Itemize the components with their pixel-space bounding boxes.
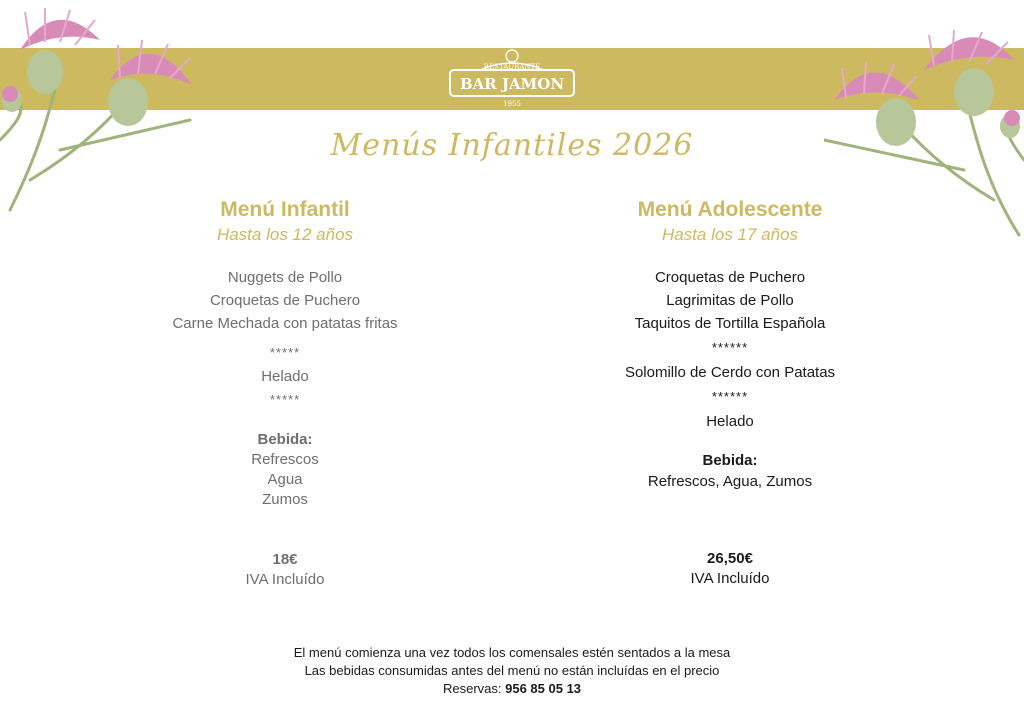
svg-text:1955: 1955 [503, 100, 521, 108]
menu-item: Taquitos de Tortilla Española [634, 315, 826, 332]
reservations-label: Reservas: [442, 681, 502, 696]
price: 26,50€ [707, 550, 753, 567]
separator: ****** [711, 389, 749, 404]
menu-infantil-title: Menú Infantil [220, 198, 350, 221]
menu-item: Croquetas de Puchero [654, 269, 806, 286]
separator: ***** [269, 392, 301, 407]
menu-adolescente-subtitle: Hasta los 17 años [661, 225, 799, 244]
footer [212, 644, 812, 698]
drinks-label: Bebida: [257, 431, 313, 448]
drinks-label: Bebida: [702, 452, 758, 469]
menu-item: Carne Mechada con patatas fritas [172, 315, 398, 332]
bar-jamon-logo [440, 46, 584, 110]
footer-line-2: Las bebidas consumidas antes del menú no están incluídas en el precio [304, 663, 720, 678]
dessert-item: Helado [261, 368, 309, 385]
footer-line-1: El menú comienza una vez todos los comensales estén sentados a la mesa [293, 645, 731, 660]
price-note: IVA Incluído [245, 571, 325, 588]
menu-adolescente-column [550, 196, 910, 589]
page-title: Menús Infantiles 2026 [330, 128, 694, 163]
reservations-phone[interactable]: 956 85 05 13 [505, 681, 582, 696]
dessert-item: Helado [706, 413, 754, 430]
price-note: IVA Incluído [690, 570, 770, 587]
price: 18€ [272, 551, 298, 568]
menu-item: Lagrimitas de Pollo [666, 292, 794, 309]
reservations-line [212, 680, 812, 698]
main-item: Solomillo de Cerdo con Patatas [624, 364, 836, 381]
drink-item: Zumos [262, 491, 308, 508]
separator: ***** [269, 345, 301, 360]
svg-text:RESTAURANTE: RESTAURANTE [483, 63, 541, 71]
drink-item: Refrescos [251, 451, 319, 468]
thistle-flower-left-icon [0, 0, 200, 220]
menu-item: Nuggets de Pollo [227, 269, 343, 286]
menu-adolescente-title: Menú Adolescente [637, 198, 823, 221]
menu-item: Croquetas de Puchero [209, 292, 361, 309]
svg-text:BAR JAMON: BAR JAMON [459, 75, 565, 93]
drink-item: Agua [267, 471, 303, 488]
separator: ****** [711, 340, 749, 355]
menu-infantil-column [105, 196, 465, 590]
menu-infantil-subtitle: Hasta los 12 años [216, 225, 354, 244]
drink-item: Refrescos, Agua, Zumos [647, 473, 813, 490]
